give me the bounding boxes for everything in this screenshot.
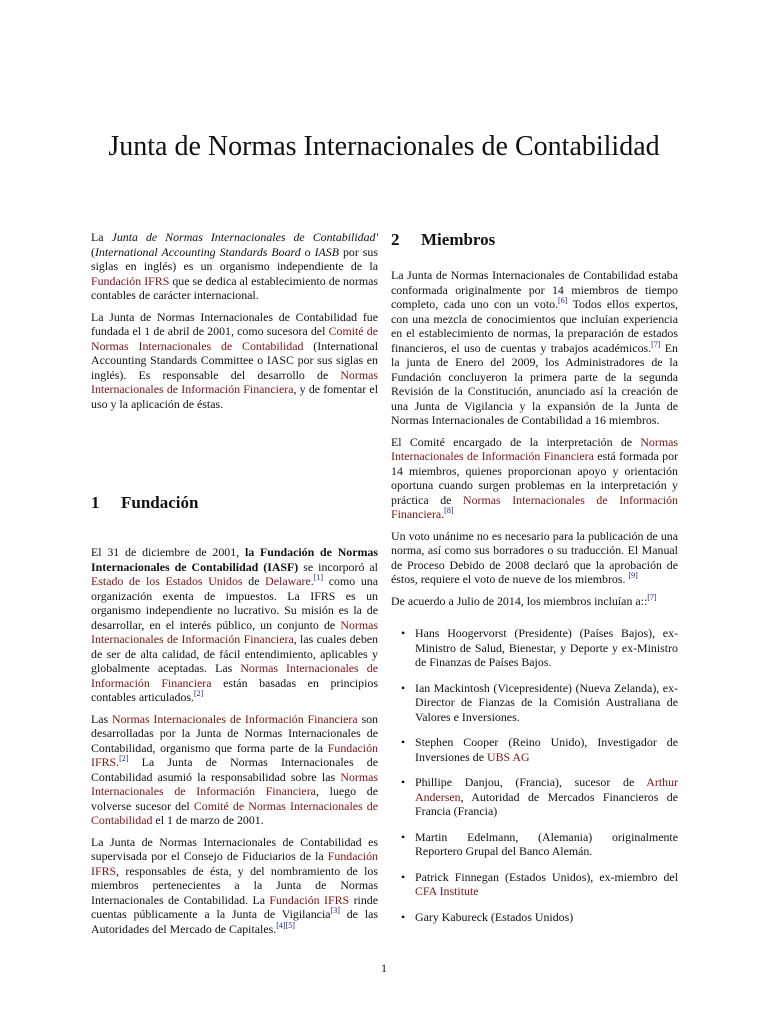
citation-7[interactable]: [7] <box>647 592 657 602</box>
list-item: • Martin Edelmann, (Alemania) originalmente Reportero Grupal del Banco Alemán. <box>401 829 678 858</box>
section-heading-miembros: 2 Miembros <box>391 230 496 249</box>
miembros-paragraph-4: De acuerdo a Julio de 2014, los miembros incluían a::[7] <box>391 592 657 608</box>
link-niif[interactable]: Normas Internacionales de Información Financiera <box>391 492 678 521</box>
link-comite-normas[interactable]: Comité de Normas Internacionales de Contabilidad <box>91 798 378 827</box>
citation-6[interactable]: [6] <box>558 296 568 306</box>
list-item: • Phillipe Danjou, (Francia), sucesor de Arthur Andersen, Autoridad de Mercados Financieros de Francia (Francia) <box>401 775 678 818</box>
fundacion-paragraph-2: Las Normas Internacionales de Información Financiera son desarrolladas por la Junta de Normas Internacionales de Contabilidad, organismo que forma parte de la Fundación IFRS.[2] La Junta de Normas Internacionales de Contabilidad asumió la responsabilidad sobre las Normas Internacionales de Información Financiera, luego de volverse sucesor del Comité de Normas Internacionales de Contabilidad el 1 de marzo de 2001. <box>91 711 378 827</box>
bullet-icon: • <box>401 680 406 695</box>
link-delaware[interactable]: Delaware <box>265 574 311 588</box>
list-item: • Gary Kabureck (Estados Unidos) <box>401 909 574 924</box>
citation-8[interactable]: [8] <box>444 506 454 516</box>
bullet-icon: • <box>401 909 406 924</box>
link-comite-normas[interactable]: Comité de Normas Internacionales de Contabilidad <box>91 324 378 353</box>
list-item: • Ian Mackintosh (Vicepresidente) (Nueva Zelanda), ex-Director de Fianzas de la Comisión Australiana de Valores e Inversiones. <box>401 680 678 724</box>
link-fundacion-ifrs[interactable]: Fundación IFRS <box>91 849 378 878</box>
link-niif[interactable]: Normas Internacionales de Información Financiera <box>391 434 678 463</box>
right-column <box>391 230 678 935</box>
link-fundacion-ifrs[interactable]: Fundación IFRS <box>91 273 170 288</box>
bullet-icon: • <box>401 626 406 640</box>
miembros-paragraph-1: La Junta de Normas Internacionales de Contabilidad estaba conformada originalmente por 14 miembros de tiempo completo, cada uno con un voto.[6] Todos ellos expertos, con una mezcla de conocimientos que incluían experiencia en el establecimiento de normas, la preparación de estados financieros, el uso de cuentas y trabajos académicos.[7] En la junta de Enero del 2009, los Administradores de la Fundación concluyeron la primera parte de la segunda Revisión de la Constitución, anunciado así la creación de una Junta de Vigilancia y la expansión de la Junta de Normas Internacionales de Contabilidad a 16 miembros. <box>391 268 678 427</box>
link-niif[interactable]: Normas Internacionales de Información Financiera <box>111 711 358 726</box>
link-cfa-institute[interactable]: CFA Institute <box>415 884 479 898</box>
page-number: 1 <box>381 961 387 975</box>
bullet-icon: • <box>401 775 406 789</box>
citation-3[interactable]: [3] <box>330 906 340 916</box>
link-niif[interactable]: Normas Internacionales de Información Financiera <box>91 617 378 646</box>
citation-2[interactable]: [2] <box>119 754 129 764</box>
intro-paragraph-2: La Junta de Normas Internacionales de Contabilidad fue fundada el 1 de abril de 2001, como sucesora del Comité de Normas Internacionales de Contabilidad (International Accounting Standards Committee o IASC por sus siglas en inglés). Es responsable del desarrollo de Normas Internacionales de Información Financiera, y de fomentar el uso y la aplicación de éstas. <box>91 309 379 411</box>
link-fundacion-ifrs[interactable]: Fundación IFRS <box>269 892 350 907</box>
bullet-icon: • <box>401 869 406 884</box>
miembros-paragraph-3: Un voto unánime no es necesario para la publicación de una norma, así como sus borradores o su traducción. El Manual de Proceso Debido de 2008 declaró que la aprobación de éstos, requiere el voto de nueve de los miembros. [9] <box>391 528 678 586</box>
citation-7[interactable]: [7] <box>651 339 661 349</box>
citation-2[interactable]: [2] <box>194 689 204 699</box>
link-niif[interactable]: Normas Internacionales de Información Financiera <box>91 769 378 798</box>
fundacion-paragraph-3: La Junta de Normas Internacionales de Contabilidad es supervisada por el Consejo de Fiduciarios de la Fundación IFRS, responsables de ésta, y del nombramiento de los miembros pertenecientes a la Junta de Normas Internacionales de Contabilidad. La Fundación IFRS rinde cuentas públicamente a la Junta de Vigilancia[3] de las Autoridades del Mercado de Capitales.[4][5] <box>91 834 378 936</box>
list-item: • Patrick Finnegan (Estados Unidos), ex-miembro del CFA Institute <box>401 869 678 898</box>
intro-paragraph-1: La Junta de Normas Internacionales de Contabilidad' (International Accounting Standards Board o IASB por sus siglas en inglés) es un organismo independiente de la Fundación IFRS que se dedica al establecimiento de normas contables de carácter internacional. <box>91 230 379 302</box>
citation-9[interactable]: [9] <box>628 571 638 581</box>
link-niif[interactable]: Normas Internacionales de Información Financiera <box>91 367 378 396</box>
bullet-icon: • <box>401 735 406 749</box>
fundacion-paragraph-1: El 31 de diciembre de 2001, la Fundación de Normas Internacionales de Contabilidad (IASF) se incorporó al Estado de los Estados Unidos de Delaware.[1] como una organización exenta de impuestos. La IFRS es un organismo independiente no lucrativo. Su misión es la de desarrollar, en el interés público, un conjunto de Normas Internacionales de Información Financiera, las cuales deben de ser de alta calidad, de fácil entendimiento, aplicables y globalmente aceptadas. Las Normas Internacionales de Información Financiera están basadas en principios contables articulados.[2] <box>91 545 379 704</box>
link-estados-unidos[interactable]: Estado de los Estados Unidos <box>91 574 243 588</box>
list-item: • Hans Hoogervorst (Presidente) (Países Bajos), ex-Ministro de Salud, Bienestar, y Deporte y ex-Ministro de Finanzas de Países Bajos. <box>401 626 678 669</box>
citation-4-5[interactable]: [4][5] <box>276 920 295 930</box>
bullet-icon: • <box>401 829 406 844</box>
citation-1[interactable]: [1] <box>313 573 324 583</box>
list-item: • Stephen Cooper (Reino Unido), Investigador de Inversiones de UBS AG <box>401 735 678 764</box>
left-column <box>91 230 378 943</box>
members-list <box>391 626 678 924</box>
link-fundacion-ifrs[interactable]: Fundación IFRS <box>91 740 378 769</box>
page-title: Junta de Normas Internacionales de Contabilidad <box>108 130 660 162</box>
link-arthur-andersen[interactable]: Arthur Andersen <box>415 775 678 804</box>
section-heading-fundacion: 1 Fundación <box>91 493 199 512</box>
link-ubs-ag[interactable]: UBS AG <box>486 749 530 764</box>
miembros-paragraph-2: El Comité encargado de la interpretación de Normas Internacionales de Información Financiera está formada por 14 miembros, quienes proporcionan apoyo y orientación oportuna cuando surgen problemas en la interpretación y práctica de Normas Internacionales de Información Financiera.[8] <box>391 434 678 521</box>
link-niif[interactable]: Normas Internacionales de Información Financiera <box>91 661 378 690</box>
